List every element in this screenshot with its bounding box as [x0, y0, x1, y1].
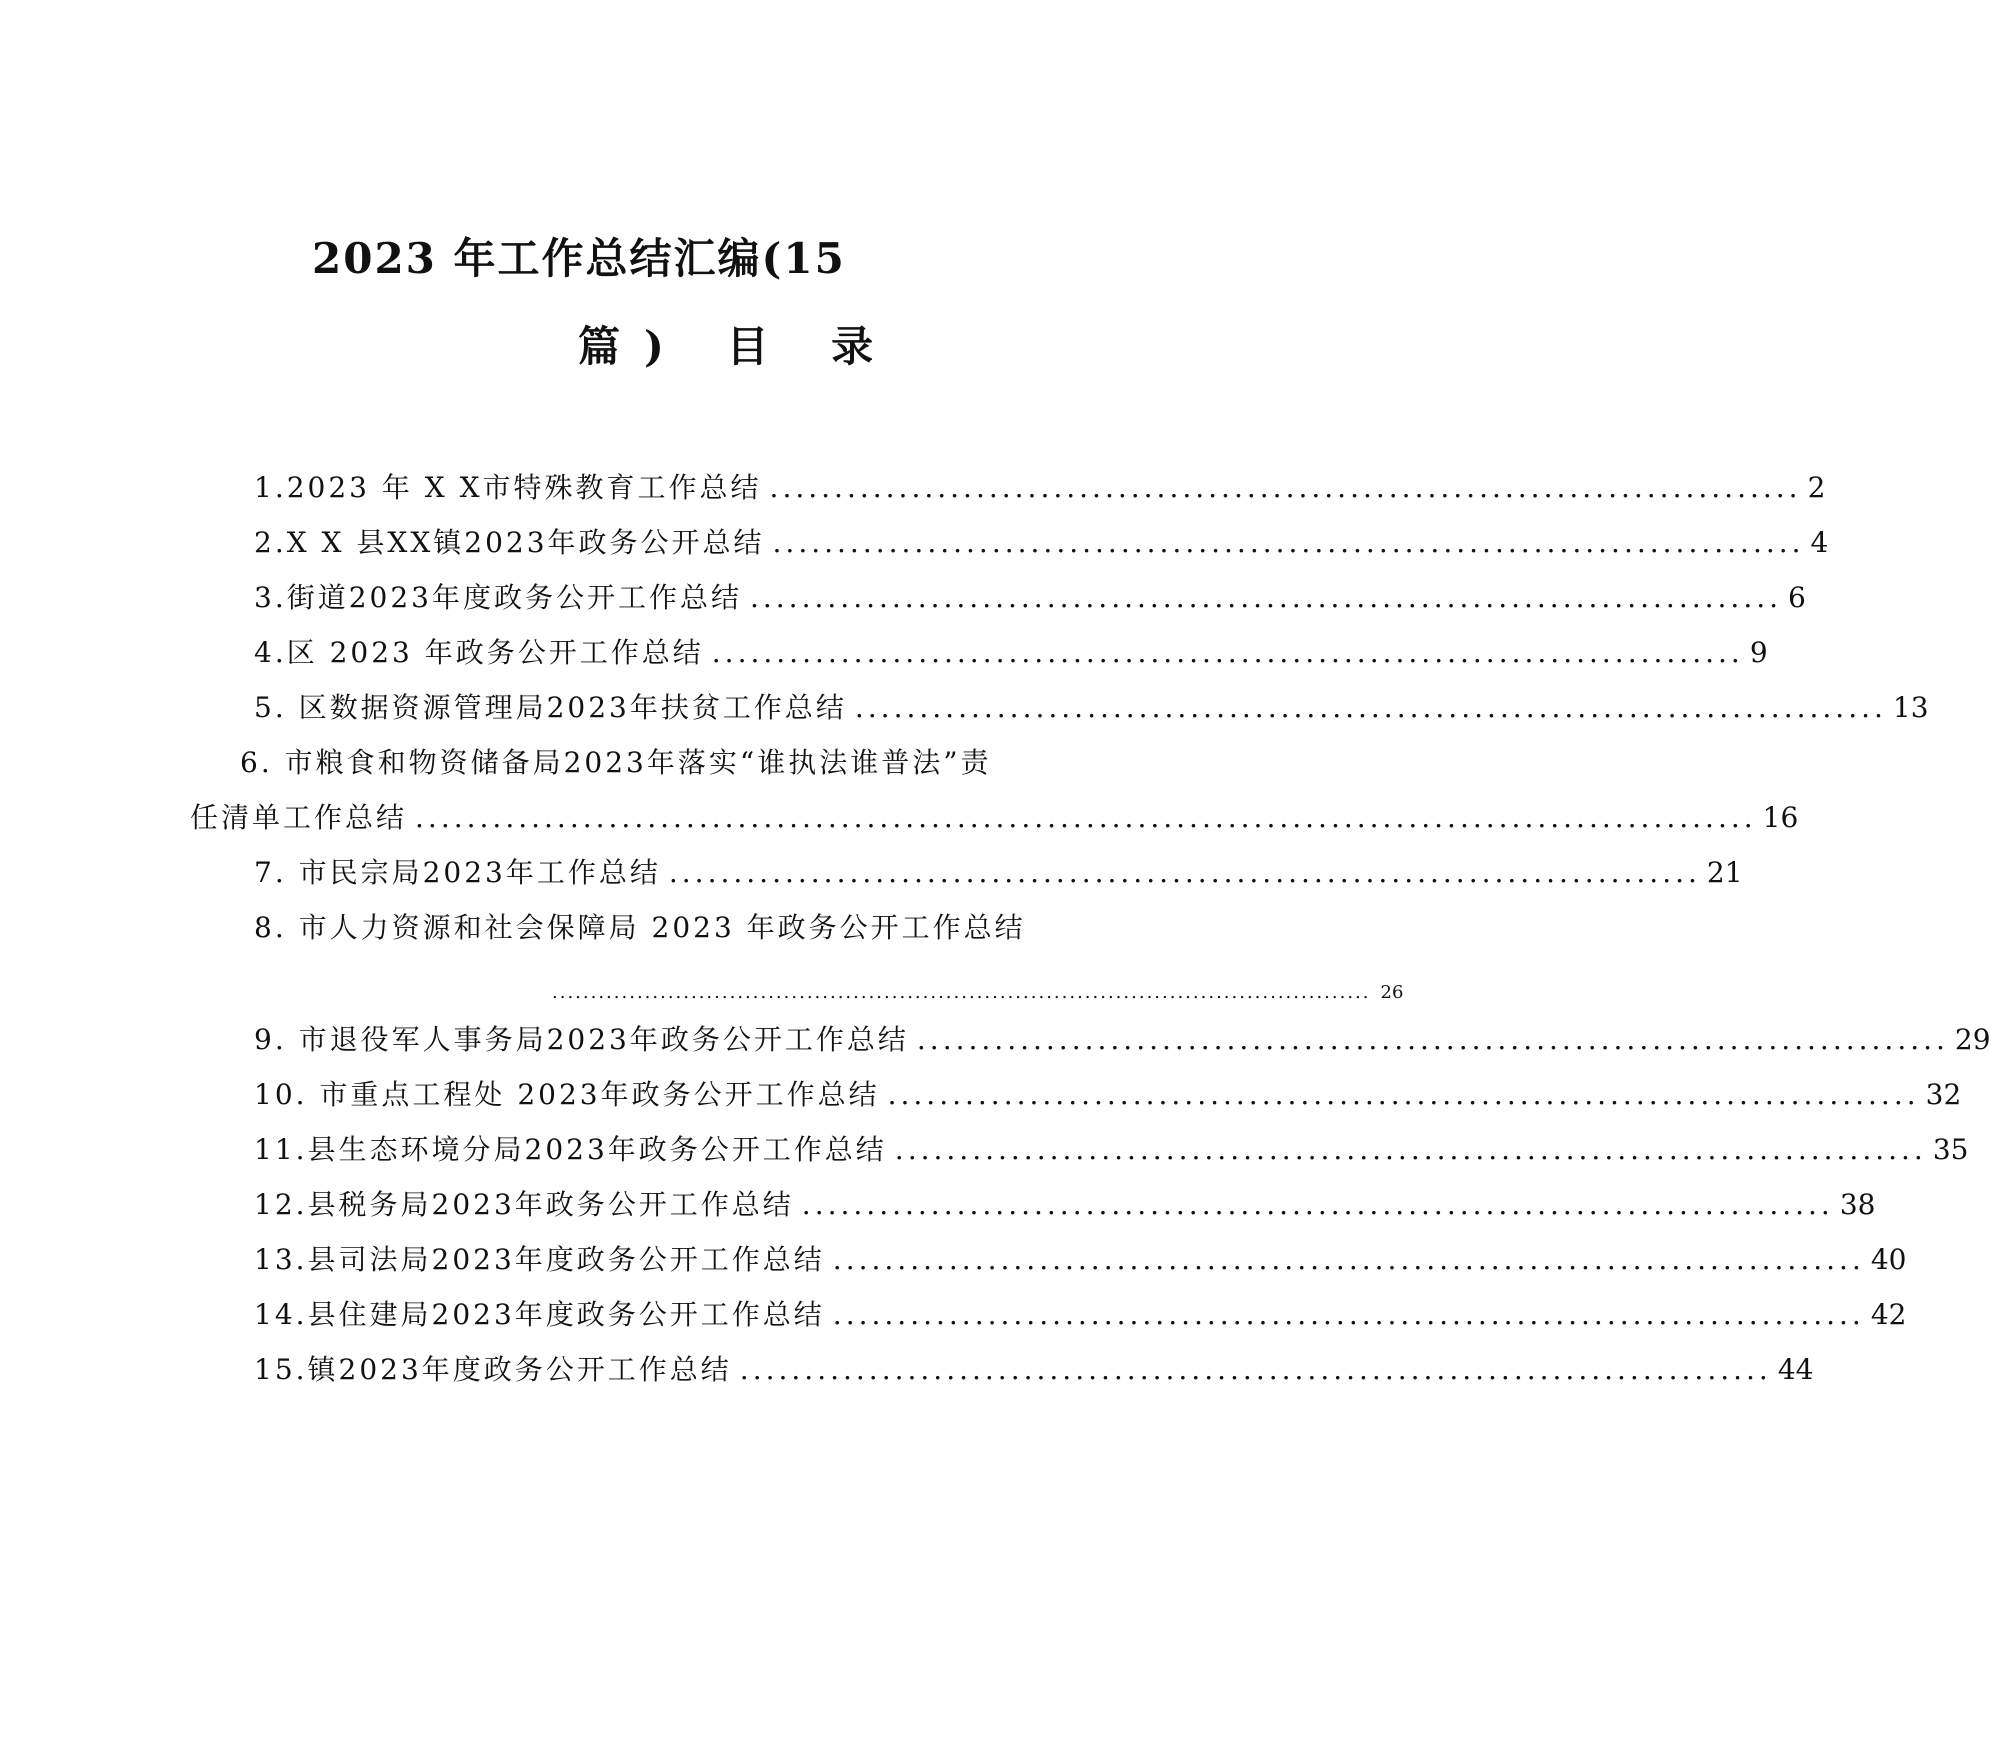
toc-page-number: 32 [1925, 1078, 1962, 1111]
toc-entry-title: 4.区 2023 年政务公开工作总结 [254, 636, 704, 669]
toc-entry-13[interactable] [254, 1240, 1907, 1280]
toc-entry-12[interactable] [254, 1185, 1876, 1225]
toc-entry-title: 13.县司法局2023年度政务公开工作总结 [254, 1243, 825, 1276]
toc-page-number: 42 [1870, 1298, 1907, 1331]
toc-page-number: 21 [1706, 856, 1743, 889]
toc-entry-3[interactable] [254, 578, 1806, 618]
toc-entry-title: 8. 市人力资源和社会保障局 2023 年政务公开工作总结 [254, 911, 1026, 944]
toc-entry-14[interactable] [254, 1295, 1907, 1335]
toc-page-number: 44 [1777, 1353, 1814, 1386]
toc-leader-dots: ........................................................................................................ [415, 801, 1757, 834]
toc-entry-10[interactable] [254, 1075, 1962, 1115]
toc-entry-title: 11.县生态环境分局2023年政务公开工作总结 [254, 1133, 887, 1166]
toc-page-number: 13 [1892, 691, 1929, 724]
toc-entry-7[interactable] [254, 853, 1743, 893]
toc-entry-2[interactable] [254, 523, 1829, 563]
toc-leader-dots: .......................................................................................................... [552, 982, 1371, 1003]
toc-leader-dots: ................................................................................ [769, 471, 1802, 504]
toc-entry-title: 6. 市粮食和物资储备局2023年落实“谁执法谁普法”责 [240, 746, 992, 779]
toc-entry-4[interactable] [254, 633, 1768, 673]
document-title-line-2: 篇) 目 录 [578, 322, 898, 371]
toc-entry-6-line-2[interactable] [190, 798, 1799, 838]
toc-page-number: 16 [1762, 801, 1799, 834]
toc-leader-dots: ................................................................................ [711, 636, 1744, 669]
toc-entry-6-line-1[interactable] [240, 743, 1046, 783]
toc-entry-title: 3.街道2023年度政务公开工作总结 [254, 581, 742, 614]
toc-leader-dots: ................................................................................ [772, 526, 1805, 559]
toc-entry-title: 9. 市退役军人事务局2023年政务公开工作总结 [254, 1023, 909, 1056]
toc-leader-dots: ................................................................................ [801, 1188, 1834, 1221]
toc-entry-title: 10. 市重点工程处 2023年政务公开工作总结 [254, 1078, 880, 1111]
toc-leader-dots: ................................................................................ [832, 1243, 1865, 1276]
toc-entry-title: 7. 市民宗局2023年工作总结 [254, 856, 661, 889]
toc-entry-5[interactable] [254, 688, 1929, 728]
toc-leader-dots: ................................................................................ [749, 581, 1783, 614]
toc-leader-dots: ................................................................................ [916, 1023, 1949, 1056]
toc-entry-11[interactable] [254, 1130, 1969, 1170]
toc-page-number: 4 [1810, 526, 1829, 559]
toc-leader-dots: ................................................................................ [832, 1298, 1865, 1331]
toc-leader-dots: ................................................................................ [854, 691, 1887, 724]
toc-entry-title-continued: 任清单工作总结 [190, 801, 408, 834]
toc-entry-9[interactable] [254, 1020, 1991, 1060]
toc-page-number: 2 [1807, 471, 1826, 504]
toc-page-number: 9 [1749, 636, 1768, 669]
toc-page-number: 40 [1870, 1243, 1907, 1276]
toc-leader-dots: ................................................................................ [668, 856, 1701, 889]
toc-page-number: 29 [1954, 1023, 1991, 1056]
toc-entry-title: 12.县税务局2023年政务公开工作总结 [254, 1188, 794, 1221]
toc-leader-dots: ................................................................................ [887, 1078, 1920, 1111]
toc-entry-title: 2.X X 县XX镇2023年政务公开总结 [254, 526, 765, 559]
toc-entry-title: 15.镇2023年度政务公开工作总结 [254, 1353, 732, 1386]
toc-page-number: 6 [1788, 581, 1806, 614]
toc-entry-title: 14.县住建局2023年度政务公开工作总结 [254, 1298, 825, 1331]
toc-entry-8-leader[interactable] [552, 978, 1404, 1008]
toc-entry-8[interactable] [254, 908, 1060, 948]
toc-entry-title: 1.2023 年 X X市特殊教育工作总结 [254, 471, 762, 504]
toc-entry-1[interactable] [254, 468, 1826, 508]
toc-leader-dots: ................................................................................ [894, 1133, 1927, 1166]
toc-entry-15[interactable] [254, 1350, 1814, 1390]
toc-page-number: 38 [1839, 1188, 1876, 1221]
toc-entry-title: 5. 区数据资源管理局2023年扶贫工作总结 [254, 691, 847, 724]
toc-leader-dots: ................................................................................ [739, 1353, 1772, 1386]
toc-page-number: 35 [1932, 1133, 1969, 1166]
toc-page-number: 26 [1380, 982, 1404, 1003]
document-title-line-1: 2023 年工作总结汇编(15 [312, 234, 846, 283]
